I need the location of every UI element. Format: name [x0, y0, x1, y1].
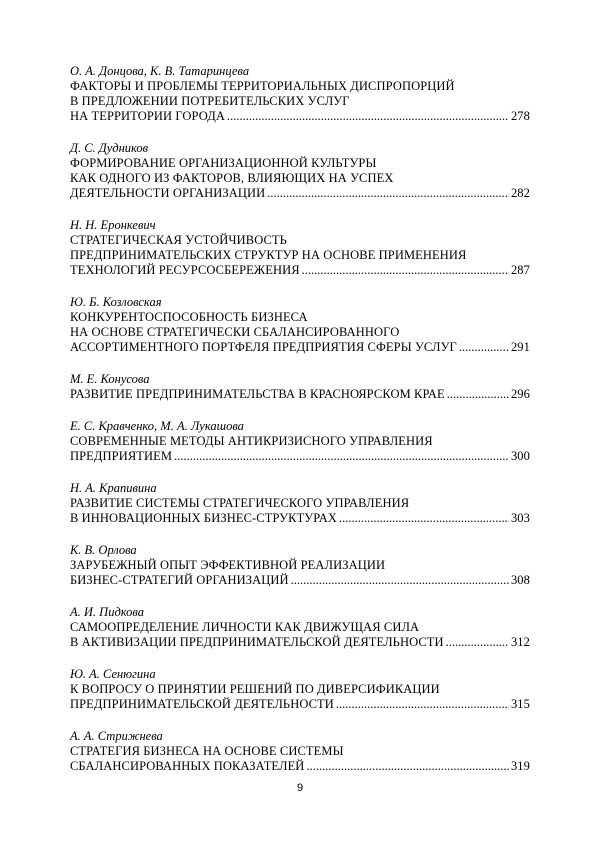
- entry-author: А. И. Пидкова: [70, 605, 144, 619]
- entry-author: Ю. А. Сенюгина: [70, 667, 156, 681]
- entry-page-number: 315: [510, 697, 530, 711]
- page-number: 9: [296, 782, 304, 794]
- dot-leader: [174, 449, 509, 464]
- entry-title-line: ЗАРУБЕЖНЫЙ ОПЫТ ЭФФЕКТИВНОЙ РЕАЛИЗАЦИИ: [70, 558, 386, 572]
- entry-page-number: 319: [510, 759, 530, 773]
- entry-title-text: ПРЕДПРИНИМАТЕЛЬСКОЙ ДЕЯТЕЛЬНОСТИ: [70, 697, 334, 711]
- entry-title-text: БИЗНЕС-СТРАТЕГИЙ ОРГАНИЗАЦИЙ: [70, 573, 289, 587]
- entry-title-text: В АКТИВИЗАЦИИ ПРЕДПРИНИМАТЕЛЬСКОЙ ДЕЯТЕЛЬНОСТИ: [70, 635, 444, 649]
- entry-title-line: [70, 759, 530, 774]
- toc-entry: [70, 419, 530, 464]
- entry-author: Ю. Б. Козловская: [70, 295, 162, 309]
- entry-page-number: 291: [510, 340, 530, 354]
- table-of-contents: [70, 64, 530, 791]
- entry-author: М. Е. Конусова: [70, 372, 150, 386]
- entry-title-line: ПРЕДПРИНИМАТЕЛЬСКИХ СТРУКТУР НА ОСНОВЕ ПРИМЕНЕНИЯ: [70, 248, 467, 262]
- entry-title-line: ФОРМИРОВАНИЕ ОРГАНИЗАЦИОННОЙ КУЛЬТУРЫ: [70, 156, 377, 170]
- toc-entry: [70, 295, 530, 355]
- entry-title-line: [70, 340, 530, 355]
- entry-title-text: ТЕХНОЛОГИЙ РЕСУРСОСБЕРЕЖЕНИЯ: [70, 263, 300, 277]
- entry-title-text: РАЗВИТИЕ ПРЕДПРИНИМАТЕЛЬСТВА В КРАСНОЯРСКОМ КРАЕ: [70, 387, 445, 401]
- entry-page-number: 303: [510, 511, 530, 525]
- dot-leader: [302, 263, 509, 278]
- entry-title-line: [70, 387, 530, 402]
- entry-page-number: 296: [510, 387, 530, 401]
- entry-page-number: 278: [510, 109, 530, 123]
- toc-entry: [70, 605, 530, 650]
- entry-title-line: [70, 573, 530, 588]
- entry-page-number: 300: [510, 449, 530, 463]
- dot-leader: [306, 759, 509, 774]
- entry-author: Е. С. Кравченко, М. А. Лукашова: [70, 419, 244, 433]
- entry-title-line: [70, 263, 530, 278]
- entry-page-number: 287: [510, 263, 530, 277]
- entry-title-text: ДЕЯТЕЛЬНОСТИ ОРГАНИЗАЦИИ: [70, 186, 266, 200]
- entry-author: А. А. Стрижнева: [70, 729, 163, 743]
- entry-page-number: 282: [510, 186, 530, 200]
- toc-entry: [70, 543, 530, 588]
- entry-title-text: В ИННОВАЦИОННЫХ БИЗНЕС-СТРУКТУРАХ: [70, 511, 337, 525]
- entry-title-text: СБАЛАНСИРОВАННЫХ ПОКАЗАТЕЛЕЙ: [70, 759, 305, 773]
- entry-title-line: САМООПРЕДЕЛЕНИЕ ЛИЧНОСТИ КАК ДВИЖУЩАЯ СИЛА: [70, 620, 420, 634]
- entry-title-text: НА ТЕРРИТОРИИ ГОРОДА: [70, 109, 226, 123]
- entry-title-line: СТРАТЕГИЯ БИЗНЕСА НА ОСНОВЕ СИСТЕМЫ: [70, 744, 344, 758]
- dot-leader: [339, 511, 509, 526]
- entry-author: О. А. Донцова, К. В. Татаринцева: [70, 64, 250, 78]
- entry-page-number: 308: [510, 573, 530, 587]
- entry-title-line: К ВОПРОСУ О ПРИНЯТИИ РЕШЕНИЙ ПО ДИВЕРСИФИКАЦИИ: [70, 682, 440, 696]
- toc-entry: [70, 481, 530, 526]
- entry-title-line: НА ОСНОВЕ СТРАТЕГИЧЕСКИ СБАЛАНСИРОВАННОГО: [70, 325, 400, 339]
- dot-leader: [459, 340, 509, 355]
- entry-author: Д. С. Дудников: [70, 141, 149, 155]
- toc-entry: [70, 667, 530, 712]
- entry-title-text: АССОРТИМЕНТНОГО ПОРТФЕЛЯ ПРЕДПРИЯТИЯ СФЕРЫ УСЛУГ: [70, 340, 457, 354]
- entry-title-line: В ПРЕДЛОЖЕНИИ ПОТРЕБИТЕЛЬСКИХ УСЛУГ: [70, 94, 350, 108]
- entry-title-line: РАЗВИТИЕ СИСТЕМЫ СТРАТЕГИЧЕСКОГО УПРАВЛЕНИЯ: [70, 496, 410, 510]
- entry-page-number: 312: [510, 635, 530, 649]
- entry-author: Н. А. Крапивина: [70, 481, 157, 495]
- entry-title-line: КАК ОДНОГО ИЗ ФАКТОРОВ, ВЛИЯЮЩИХ НА УСПЕХ: [70, 171, 394, 185]
- toc-entry: [70, 729, 530, 774]
- entry-title-line: СОВРЕМЕННЫЕ МЕТОДЫ АНТИКРИЗИСНОГО УПРАВЛЕНИЯ: [70, 434, 433, 448]
- dot-leader: [446, 635, 509, 650]
- entry-title-line: [70, 511, 530, 526]
- toc-entry: [70, 218, 530, 278]
- dot-leader: [447, 387, 509, 402]
- entry-title-line: КОНКУРЕНТОСПОСОБНОСТЬ БИЗНЕСА: [70, 310, 308, 324]
- entry-title-line: [70, 109, 530, 124]
- entry-title-line: [70, 697, 530, 712]
- entry-title-text: ПРЕДПРИЯТИЕМ: [70, 449, 173, 463]
- toc-entry: [70, 64, 530, 124]
- dot-leader: [336, 697, 509, 712]
- dot-leader: [227, 109, 509, 124]
- entry-title-line: ФАКТОРЫ И ПРОБЛЕМЫ ТЕРРИТОРИАЛЬНЫХ ДИСПРОПОРЦИЙ: [70, 79, 455, 93]
- entry-title-line: [70, 186, 530, 201]
- entry-title-line: [70, 449, 530, 464]
- toc-entry: [70, 141, 530, 201]
- entry-title-line: [70, 635, 530, 650]
- dot-leader: [291, 573, 509, 588]
- entry-author: К. В. Орлова: [70, 543, 137, 557]
- dot-leader: [267, 186, 509, 201]
- entry-author: Н. Н. Еронкевич: [70, 218, 156, 232]
- entry-title-line: СТРАТЕГИЧЕСКАЯ УСТОЙЧИВОСТЬ: [70, 233, 287, 247]
- toc-entry: [70, 372, 530, 402]
